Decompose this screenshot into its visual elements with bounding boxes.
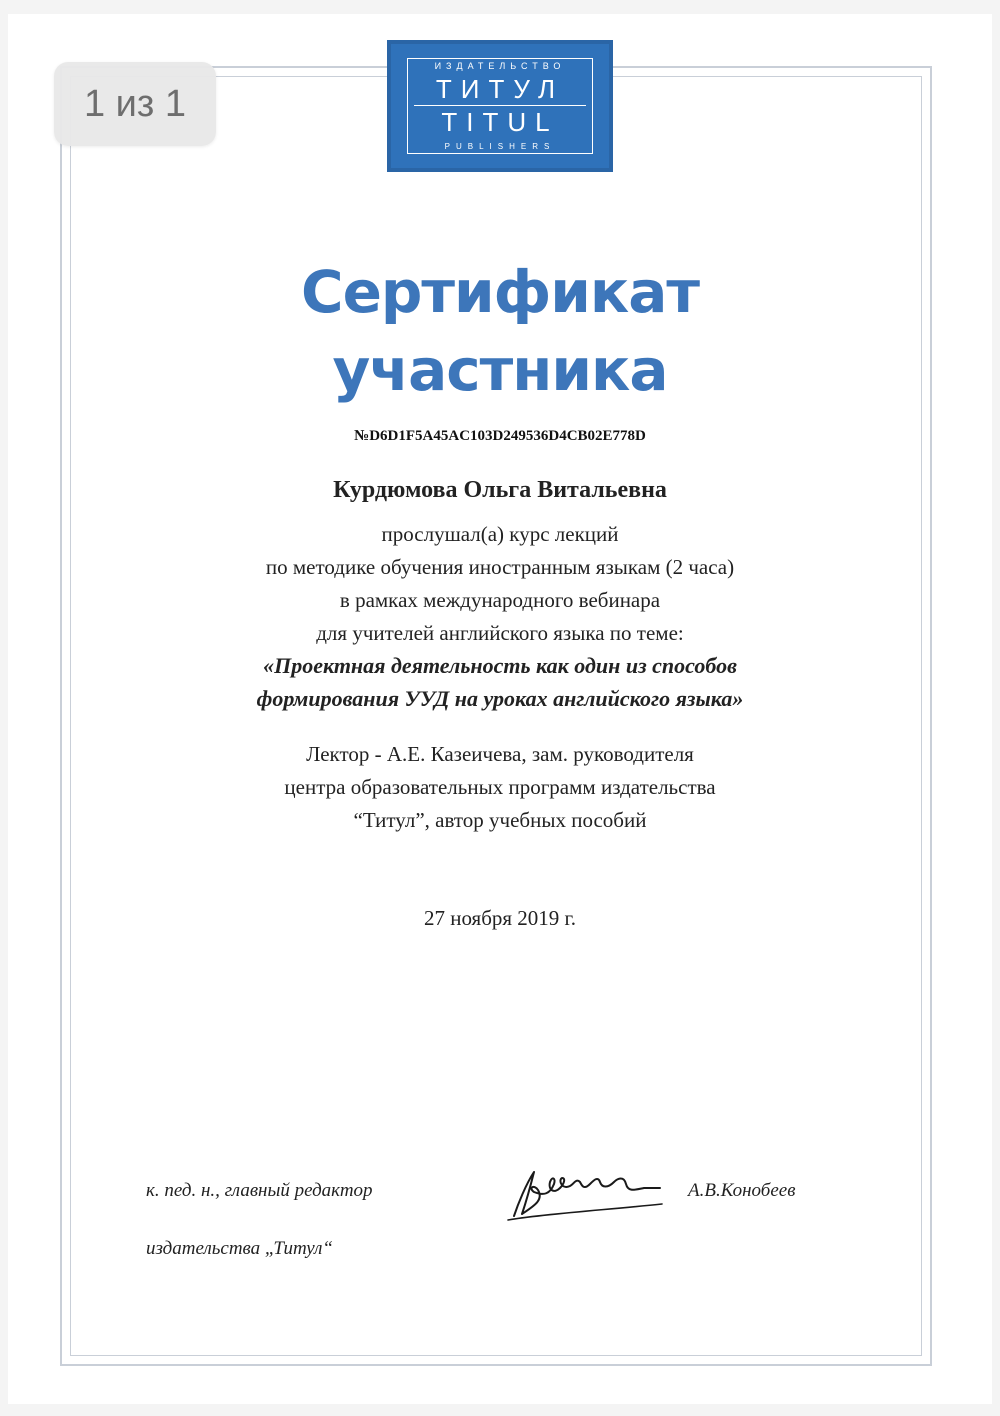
logo-bottom-text: PUBLISHERS: [444, 142, 556, 151]
titul-logo: [387, 40, 613, 172]
lecturer-line: “Титул”, автор учебных пособий: [353, 808, 647, 832]
certificate-number: №D6D1F5A45AC103D249536D4CB02E778D: [354, 428, 646, 444]
body-line: в рамках международного вебинара: [339, 588, 661, 612]
certificate-title-line1: Сертификат: [301, 258, 699, 326]
certificate-title-line2: участника: [332, 336, 668, 404]
topic-line: «Проектная деятельность как один из способов: [263, 653, 737, 678]
lecturer-line: центра образовательных программ издательства: [284, 775, 716, 799]
handwritten-signature: [504, 1154, 664, 1224]
recipient-name: Курдюмова Ольга Витальевна: [333, 477, 667, 503]
body-line: прослушал(а) курс лекций: [381, 522, 619, 546]
page-indicator-badge: 1 из 1: [54, 62, 216, 146]
body-line: для учителей английского языка по теме:: [316, 621, 684, 645]
logo-name-en: TITUL: [441, 107, 559, 137]
logo-name-ru: ТИТУЛ: [435, 74, 565, 104]
signatory-position-line1: к. пед. н., главный редактор: [146, 1180, 373, 1201]
signatory-name: А.В.Конобеев: [688, 1180, 796, 1201]
logo-top-text: ИЗДАТЕЛЬСТВО: [434, 61, 566, 71]
lecturer-line: Лектор - А.Е. Казеичева, зам. руководителя: [306, 742, 694, 766]
signatory-position-line2: издательства „Титул“: [146, 1238, 333, 1259]
body-line: по методике обучения иностранным языкам (2 часа): [265, 555, 735, 579]
certificate-page: [8, 14, 992, 1404]
logo-divider: [414, 105, 586, 106]
topic-line: формирования УУД на уроках английского языка»: [256, 686, 744, 711]
certificate-date: 27 ноября 2019 г.: [423, 906, 577, 930]
logo-frame: [407, 58, 593, 154]
